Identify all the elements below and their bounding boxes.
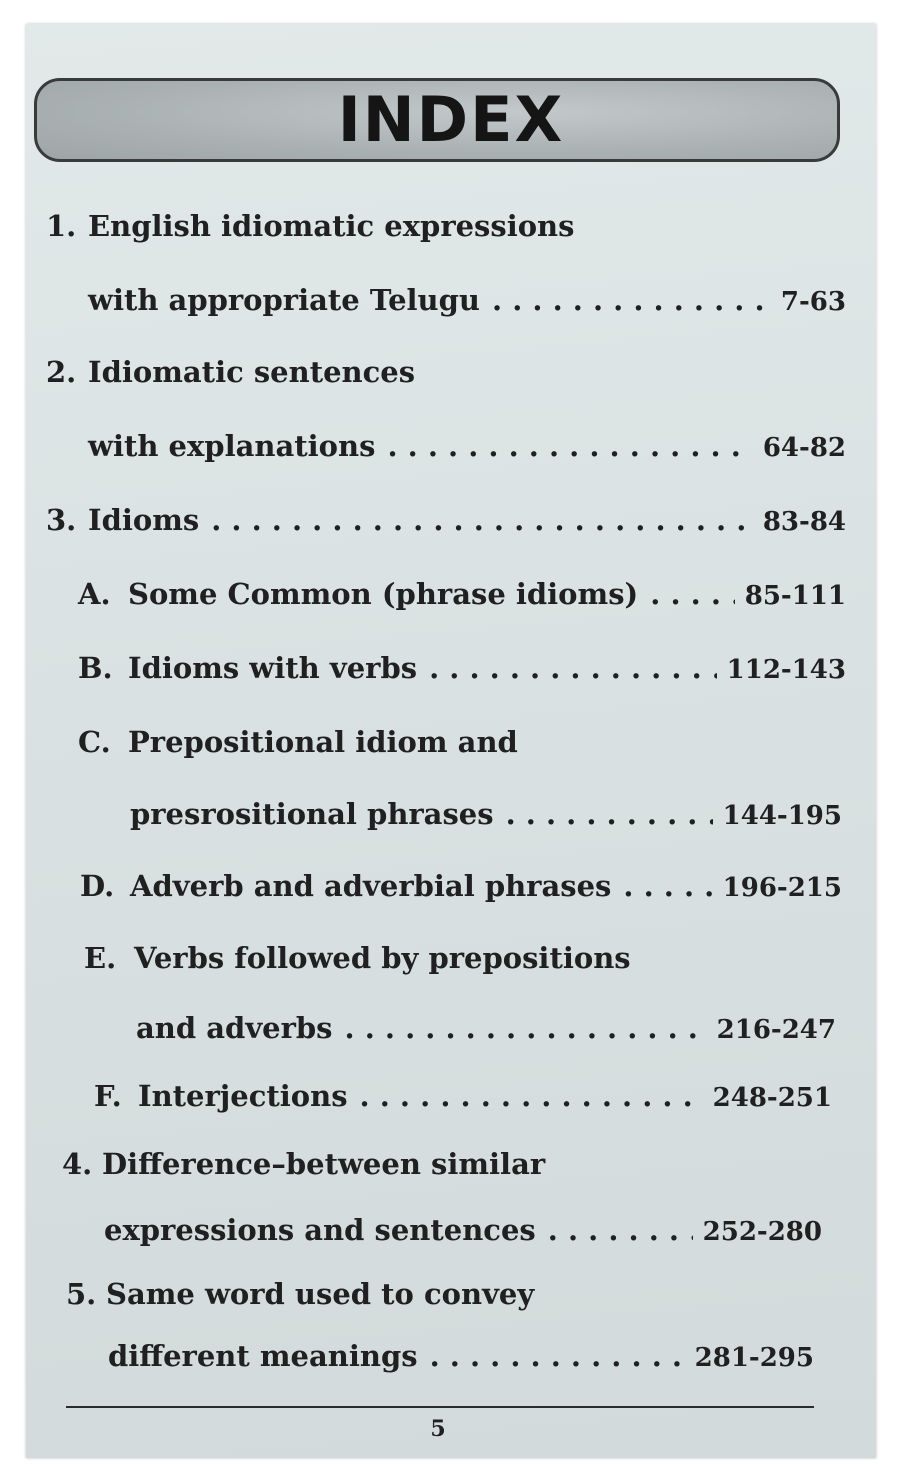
entry-title: Idiomatic sentences	[88, 355, 416, 389]
entry-title-continued: with explanations	[88, 429, 376, 463]
index-entry-3c	[78, 722, 846, 762]
entry-number: 1.	[46, 209, 77, 243]
index-entry-3e	[84, 938, 836, 978]
entry-pages: 196-215	[722, 873, 842, 903]
entry-pages: 112-143	[726, 655, 846, 685]
leader-dots	[506, 794, 713, 834]
leader-dots	[360, 1076, 703, 1116]
entry-number: 3.	[46, 503, 77, 537]
entry-pages: 7-63	[780, 287, 846, 317]
entry-title: Idioms	[88, 503, 200, 537]
entry-number: 5.	[66, 1277, 97, 1311]
leader-dots	[492, 280, 771, 320]
entry-title: Some Common (phrase idioms)	[128, 577, 639, 611]
entry-pages: 85-111	[744, 581, 846, 611]
leader-dots	[387, 426, 752, 466]
entry-title: Adverb and adverbial phrases	[130, 869, 612, 903]
leader-dots	[650, 574, 735, 614]
entry-title: Idioms with verbs	[128, 651, 418, 685]
entry-title-continued: different meanings	[108, 1339, 418, 1373]
entry-letter: D.	[80, 869, 115, 903]
entry-pages: 248-251	[712, 1083, 832, 1113]
entry-title: Difference–between similar	[102, 1147, 546, 1181]
entry-letter: A.	[78, 577, 111, 611]
page-number: 5	[430, 1416, 446, 1442]
footer-rule	[66, 1406, 814, 1408]
index-entry-3d	[80, 866, 842, 908]
entry-title: Interjections	[138, 1079, 348, 1113]
index-entry-3e-continuation	[136, 1008, 836, 1050]
index-entry-3c-continuation	[130, 794, 842, 836]
entry-title-continued: with appropriate Telugu	[88, 283, 480, 317]
index-entry-3	[46, 500, 846, 542]
leader-dots	[623, 866, 712, 906]
index-entry-4	[62, 1144, 826, 1184]
index-entry-3b	[78, 648, 846, 690]
index-entry-5	[66, 1274, 822, 1314]
leader-dots	[345, 1008, 707, 1048]
entry-letter: E.	[84, 941, 117, 975]
entry-pages: 216-247	[716, 1015, 836, 1045]
leader-dots	[429, 648, 717, 688]
entry-title-continued: presrositional phrases	[130, 797, 494, 831]
index-entry-3f	[94, 1076, 832, 1118]
leader-dots	[430, 1336, 685, 1376]
entry-pages: 83-84	[762, 507, 846, 537]
entry-title: Prepositional idiom and	[128, 725, 518, 759]
entry-title-continued: and adverbs	[136, 1011, 333, 1045]
index-entry-4-continuation	[104, 1210, 822, 1252]
leader-dots	[548, 1210, 693, 1250]
index-entry-5-continuation	[108, 1336, 814, 1378]
entry-title: Same word used to convey	[106, 1277, 535, 1311]
entry-pages: 64-82	[762, 433, 846, 463]
entry-letter: F.	[94, 1079, 122, 1113]
entry-number: 4.	[62, 1147, 93, 1181]
entry-title-continued: expressions and sentences	[104, 1213, 536, 1247]
entry-title: Verbs followed by prepositions	[134, 941, 631, 975]
entry-pages: 281-295	[694, 1343, 814, 1373]
entry-title: English idiomatic expressions	[88, 209, 575, 243]
entry-letter: B.	[78, 651, 113, 685]
entry-letter: C.	[78, 725, 111, 759]
index-entry-3a	[78, 574, 846, 616]
entry-pages: 252-280	[702, 1217, 822, 1247]
entry-number: 2.	[46, 355, 77, 389]
index-entry-2	[46, 352, 846, 392]
leader-dots	[211, 500, 753, 540]
entry-pages: 144-195	[722, 801, 842, 831]
index-entry-2-continuation	[88, 426, 846, 468]
page-title: INDEX	[337, 83, 565, 156]
index-entry-1-continuation	[88, 280, 846, 322]
index-entry-1	[46, 206, 846, 246]
book-page	[26, 24, 876, 1458]
